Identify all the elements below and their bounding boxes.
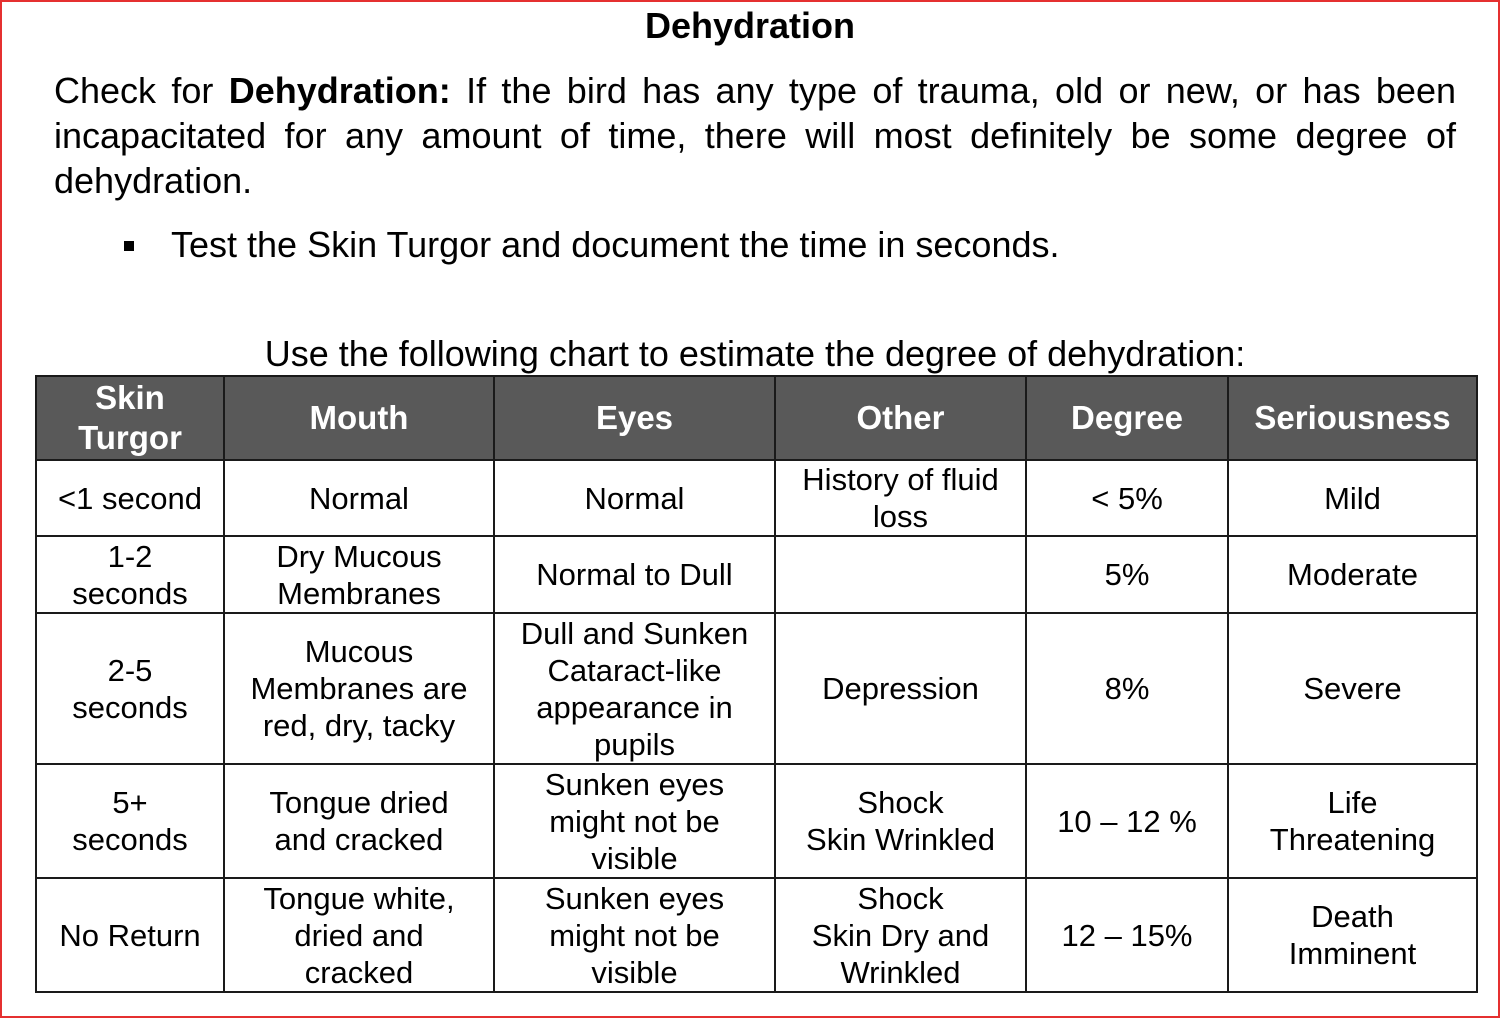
cell-other: Shock Skin Dry and Wrinkled (775, 878, 1026, 992)
table-row (36, 764, 1477, 878)
cell-eyes: Dull and Sunken Cataract-like appearance in pupils (494, 613, 775, 764)
cell-degree: < 5% (1026, 460, 1228, 536)
cell-degree: 5% (1026, 536, 1228, 613)
cell-degree: 12 – 15% (1026, 878, 1228, 992)
cell-other (775, 536, 1026, 613)
cell-seriousness: Death Imminent (1228, 878, 1477, 992)
intro-text: If the bird has any type of trauma, old or new, or has been incapacitated for any amount of time, there will most definitely be some degree of dehydration. (54, 70, 1456, 201)
cell-mouth: Tongue dried and cracked (224, 764, 494, 878)
cell-other: Shock Skin Wrinkled (775, 764, 1026, 878)
cell-other: Depression (775, 613, 1026, 764)
cell-eyes: Normal (494, 460, 775, 536)
header-seriousness: Seriousness (1228, 376, 1477, 460)
cell-seriousness: Severe (1228, 613, 1477, 764)
header-mouth: Mouth (224, 376, 494, 460)
table-header-row (36, 376, 1477, 460)
cell-degree: 8% (1026, 613, 1228, 764)
bullet-text: Test the Skin Turgor and document the time in seconds. (171, 224, 1060, 265)
table-row (36, 460, 1477, 536)
intro-lead: Check for (54, 70, 229, 111)
square-bullet-icon (124, 241, 134, 251)
cell-eyes: Normal to Dull (494, 536, 775, 613)
dehydration-table (35, 375, 1478, 993)
cell-mouth: Normal (224, 460, 494, 536)
cell-skin-turgor: No Return (36, 878, 224, 992)
table-row (36, 878, 1477, 992)
cell-skin-turgor: 2-5 seconds (36, 613, 224, 764)
bullet-item (124, 222, 1060, 267)
table-row (36, 613, 1477, 764)
header-skin-turgor: Skin Turgor (36, 376, 224, 460)
header-degree: Degree (1026, 376, 1228, 460)
header-eyes: Eyes (494, 376, 775, 460)
cell-eyes: Sunken eyes might not be visible (494, 764, 775, 878)
cell-skin-turgor: 1-2 seconds (36, 536, 224, 613)
chart-caption: Use the following chart to estimate the degree of dehydration: (264, 333, 1246, 374)
cell-skin-turgor: <1 second (36, 460, 224, 536)
cell-mouth: Dry Mucous Membranes (224, 536, 494, 613)
cell-seriousness: Mild (1228, 460, 1477, 536)
cell-mouth: Tongue white, dried and cracked (224, 878, 494, 992)
cell-skin-turgor: 5+ seconds (36, 764, 224, 878)
intro-paragraph (54, 68, 1456, 203)
header-other: Other (775, 376, 1026, 460)
cell-eyes: Sunken eyes might not be visible (494, 878, 775, 992)
page-title: Dehydration (644, 5, 856, 46)
table-row (36, 536, 1477, 613)
cell-mouth: Mucous Membranes are red, dry, tacky (224, 613, 494, 764)
cell-seriousness: Moderate (1228, 536, 1477, 613)
cell-other: History of fluid loss (775, 460, 1026, 536)
cell-degree: 10 – 12 % (1026, 764, 1228, 878)
intro-bold: Dehydration: (228, 70, 451, 111)
cell-seriousness: Life Threatening (1228, 764, 1477, 878)
